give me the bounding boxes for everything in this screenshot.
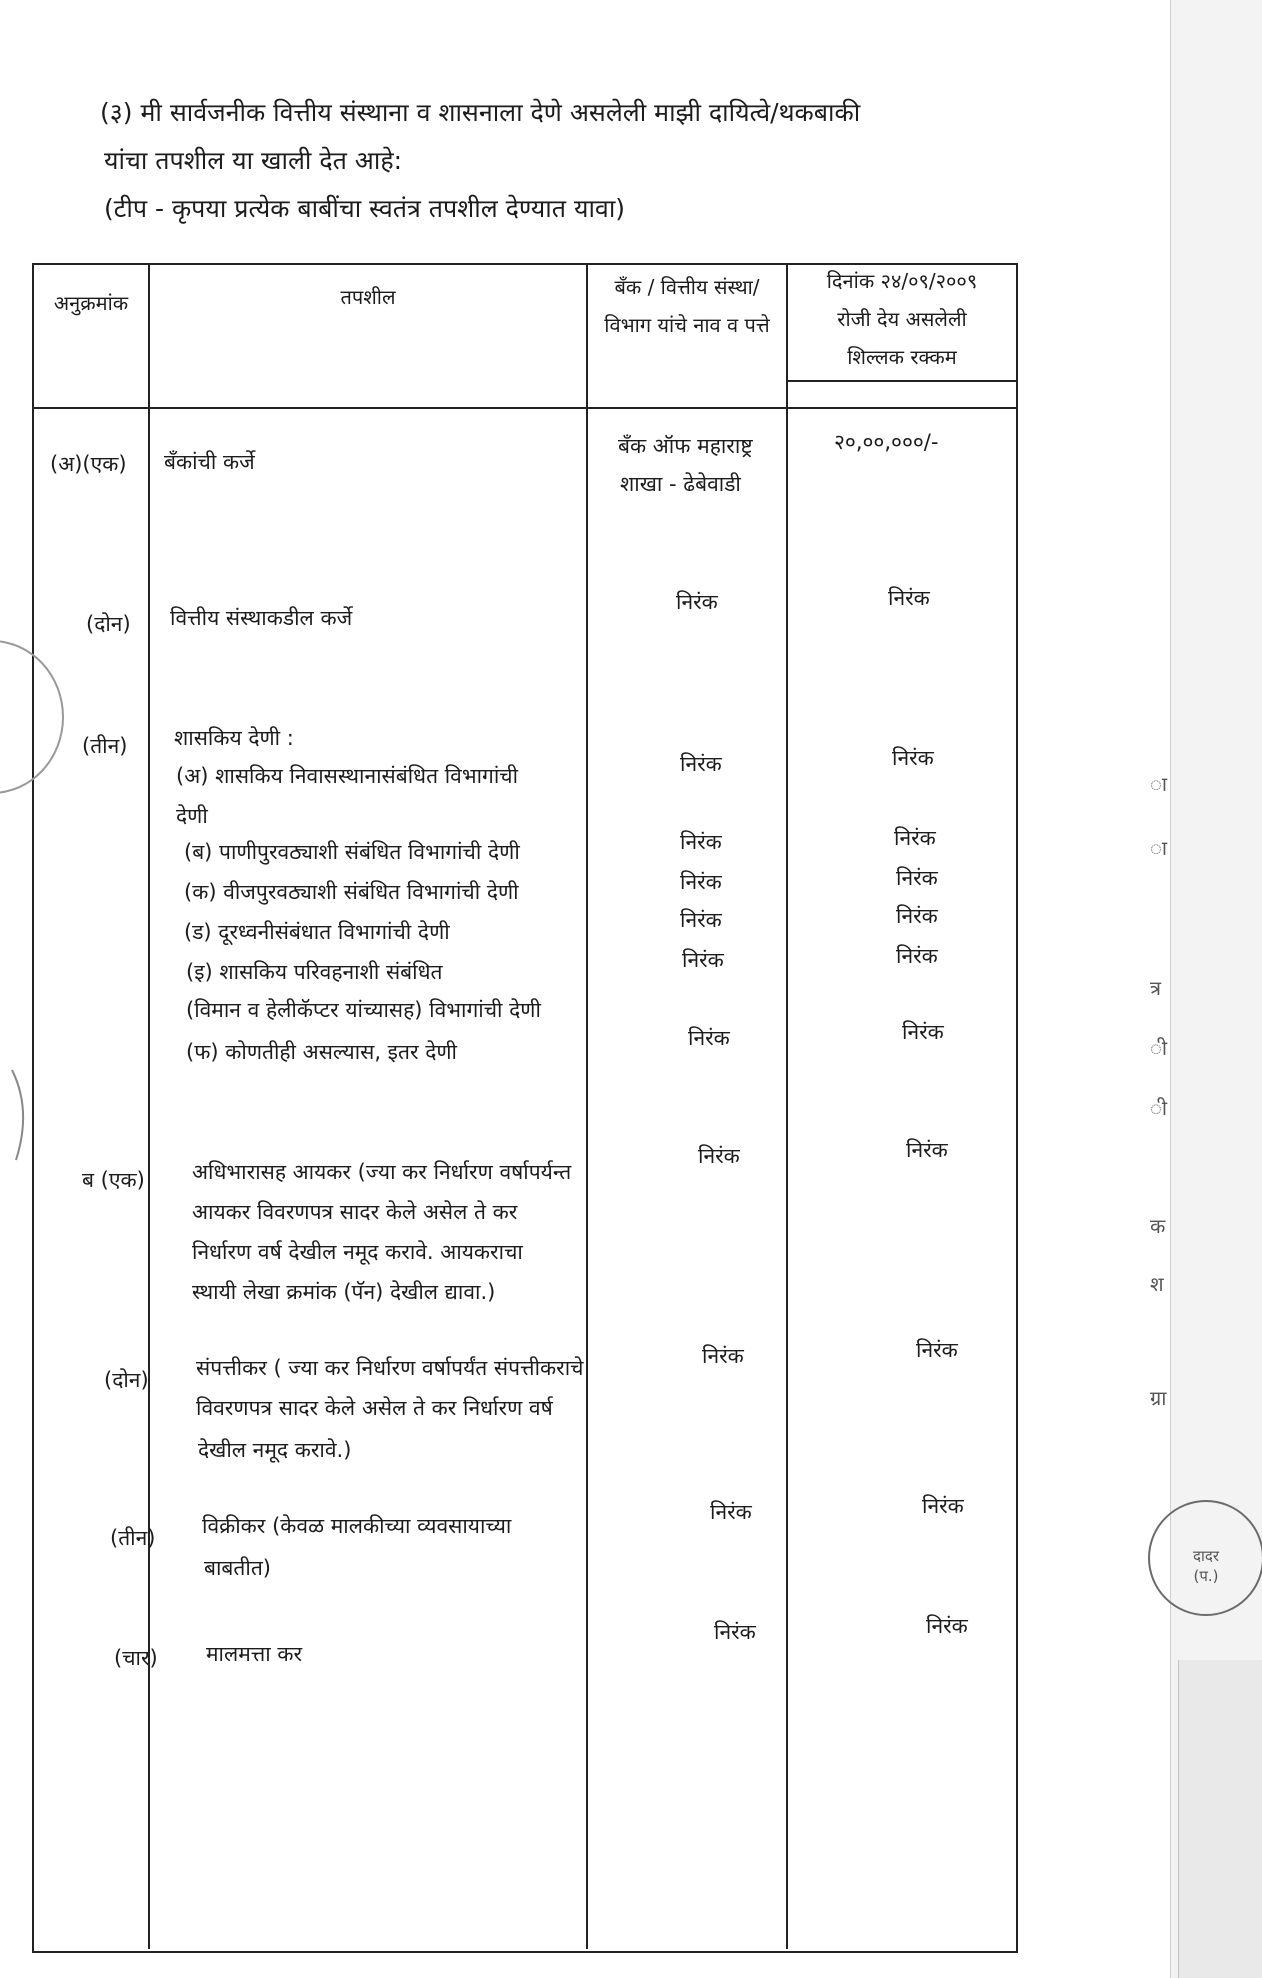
subitem-amount: निरंक <box>892 746 934 770</box>
row-detail-title: शासकिय देणी : <box>174 726 294 750</box>
row-amount: निरंक <box>922 1494 964 1518</box>
row-serial: (तीन) <box>110 1526 156 1550</box>
row-serial: (चार) <box>114 1646 158 1670</box>
subitem-bank: निरंक <box>682 948 724 972</box>
row-detail-line: अधिभारासह आयकर (ज्या कर निर्धारण वर्षापर्यन्त <box>192 1160 572 1184</box>
adjacent-page-glyph: त्र <box>1150 976 1162 1000</box>
row-detail-line: देखील नमूद करावे.) <box>198 1438 352 1462</box>
header-details: तपशील <box>340 285 396 309</box>
row-detail-line: निर्धारण वर्ष देखील नमूद करावे. आयकराचा <box>192 1240 523 1264</box>
subitem-line: (अ) शासकिय निवासस्थानासंबंधित विभागांची <box>176 764 519 788</box>
header-bank-line-2: विभाग यांचे नाव व पत्ते <box>604 313 770 337</box>
subitem-bank: निरंक <box>680 908 722 932</box>
adjacent-page-glyph: ी <box>1150 1096 1168 1120</box>
subitem-line: (क) वीजपुरवठ्याशी संबंधित विभागांची देणी <box>184 880 519 904</box>
heading-line-2: यांचा तपशील या खाली देत आहे: <box>104 146 403 175</box>
column-divider-details <box>586 263 588 1949</box>
header-bottom-rule <box>32 407 1016 409</box>
subitem-amount: निरंक <box>902 1020 944 1044</box>
stamp-line-1: दादर <box>1193 1547 1219 1565</box>
adjacent-page-glyph: ा <box>1150 772 1168 796</box>
row-amount: निरंक <box>916 1338 958 1362</box>
row-bank-name: बँक ऑफ महाराष्ट्र <box>618 434 753 458</box>
header-amount-line-3: शिल्लक रक्कम <box>847 345 957 369</box>
row-amount: निरंक <box>906 1138 948 1162</box>
adjacent-page-glyph: क <box>1150 1214 1166 1238</box>
subitem-bank: निरंक <box>680 752 722 776</box>
row-amount: निरंक <box>888 586 930 610</box>
header-bank-line-1: बँक / वित्तीय संस्था/ <box>614 275 760 299</box>
office-round-stamp <box>1148 1500 1262 1616</box>
subitem-amount: निरंक <box>896 866 938 890</box>
row-detail-line: आयकर विवरणपत्र सादर केले असेल ते कर <box>192 1200 518 1224</box>
column-divider-serial <box>148 263 150 1949</box>
row-detail-line: विवरणपत्र सादर केले असेल ते कर निर्धारण वर्ष <box>196 1396 553 1420</box>
adjacent-page-glyph: ी <box>1150 1036 1168 1060</box>
liabilities-table <box>32 263 1018 1953</box>
subitem-line: (फ) कोणतीही असल्यास, इतर देणी <box>186 1040 457 1064</box>
adjacent-page-glyph: ग्रा <box>1150 1386 1167 1410</box>
header-bank <box>588 268 786 344</box>
row-detail-line: विक्रीकर (केवळ मालकीच्या व्यवसायाच्या <box>202 1514 512 1538</box>
left-margin-mark <box>2 1060 42 1170</box>
header-underline-amount <box>786 380 1016 382</box>
row-bank: निरंक <box>710 1500 752 1524</box>
subitem-bank: निरंक <box>680 870 722 894</box>
row-detail: मालमत्ता कर <box>206 1642 303 1666</box>
row-serial: (दोन) <box>86 612 131 636</box>
header-serial: अनुक्रमांक <box>53 291 129 315</box>
header-amount-line-1: दिनांक २४/०९/२००९ <box>826 269 978 293</box>
row-detail-line: संपत्तीकर ( ज्या कर निर्धारण वर्षापर्यंत संपत्तीकराचे <box>196 1356 584 1380</box>
row-bank-branch: शाखा - ढेबेवाडी <box>620 472 741 496</box>
subitem-line: देणी <box>176 804 208 828</box>
row-detail-line: स्थायी लेखा क्रमांक (पॅन) देखील द्यावा.) <box>192 1280 496 1304</box>
adjacent-page-glyph: ा <box>1150 836 1168 860</box>
header-amount-line-2: रोजी देय असलेली <box>837 307 967 331</box>
row-detail-line: बाबतीत) <box>204 1556 271 1580</box>
row-amount: २०,००,०००/- <box>834 430 939 454</box>
subitem-amount: निरंक <box>896 944 938 968</box>
row-serial: (तीन) <box>82 734 128 758</box>
row-bank: निरंक <box>676 590 718 614</box>
adjacent-page-glyph: श <box>1150 1272 1164 1296</box>
row-amount: निरंक <box>926 1614 968 1638</box>
heading-line-1: (३) मी सार्वजनीक वित्तीय संस्थाना व शासनाला देणे असलेली माझी दायित्वे/थकबाकी <box>100 98 861 127</box>
subitem-line: (इ) शासकिय परिवहनाशी संबंधित <box>186 960 443 984</box>
subitem-line: (विमान व हेलीकॅप्टर यांच्यासह) विभागांची देणी <box>186 998 541 1022</box>
row-serial: (अ)(एक) <box>50 452 127 476</box>
subitem-amount: निरंक <box>896 904 938 928</box>
subitem-bank: निरंक <box>680 830 722 854</box>
row-serial: ब (एक) <box>82 1168 145 1192</box>
subitem-bank: निरंक <box>688 1026 730 1050</box>
row-bank: निरंक <box>698 1144 740 1168</box>
row-detail: वित्तीय संस्थाकडील कर्जे <box>170 606 353 630</box>
adjacent-page-shadow <box>1178 1660 1262 1978</box>
column-divider-bank <box>786 263 788 1949</box>
subitem-amount: निरंक <box>894 826 936 850</box>
subitem-line: (ब) पाणीपुरवठ्याशी संबंधित विभागांची देणी <box>184 840 520 864</box>
heading-note: (टीप - कृपया प्रत्येक बाबींचा स्वतंत्र तपशील देण्यात यावा) <box>104 194 626 223</box>
row-serial: (दोन) <box>104 1368 149 1392</box>
header-amount <box>790 262 1014 376</box>
row-detail: बँकांची कर्जे <box>164 450 255 474</box>
subitem-line: (ड) दूरध्वनीसंबंधात विभागांची देणी <box>184 920 450 944</box>
stamp-line-2: (प.) <box>1193 1567 1219 1585</box>
row-bank: निरंक <box>702 1344 744 1368</box>
row-bank: निरंक <box>714 1620 756 1644</box>
